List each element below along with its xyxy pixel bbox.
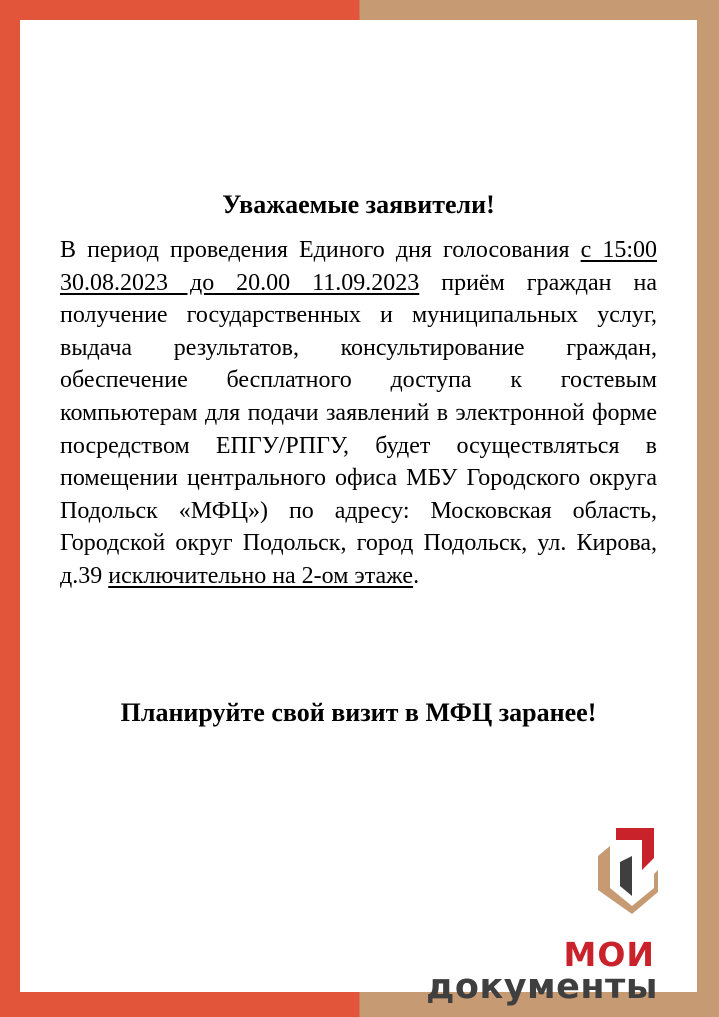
mfc-logo-icon	[594, 826, 660, 916]
notice-sheet	[20, 20, 697, 1007]
notice-text-start: В период проведения Единого дня голосования	[60, 237, 581, 263]
logo-text-dokumenty: документы	[426, 967, 658, 1007]
notice-location-emphasis: исключительно на 2-ом этаже	[108, 562, 414, 589]
notice-text-middle: приём граждан на получение государственных и муниципальных услуг, выдача результатов, консультирование граждан, обеспечение бесплатного доступа к гостевым компьютерам для подачи заявлений в электронной форме посредством ЕПГУ/РПГУ, будет осуществляться в помещении центрального офиса МБУ Городского округа Подольск «МФЦ») по адресу: Московская область, Городской округ Подольск, город Подольск, ул. Кирова, д.39	[60, 269, 657, 589]
notice-title: Уважаемые заявители!	[222, 190, 495, 219]
notice-body	[60, 234, 657, 593]
notice-period: с 15:00 30.08.2023 до 20.00 11.09.2023	[60, 237, 658, 296]
logo-text-moi: МОИ	[563, 935, 655, 974]
notice-closing: Планируйте свой визит в МФЦ заранее!	[120, 698, 597, 727]
notice-text-end: .	[413, 562, 420, 589]
